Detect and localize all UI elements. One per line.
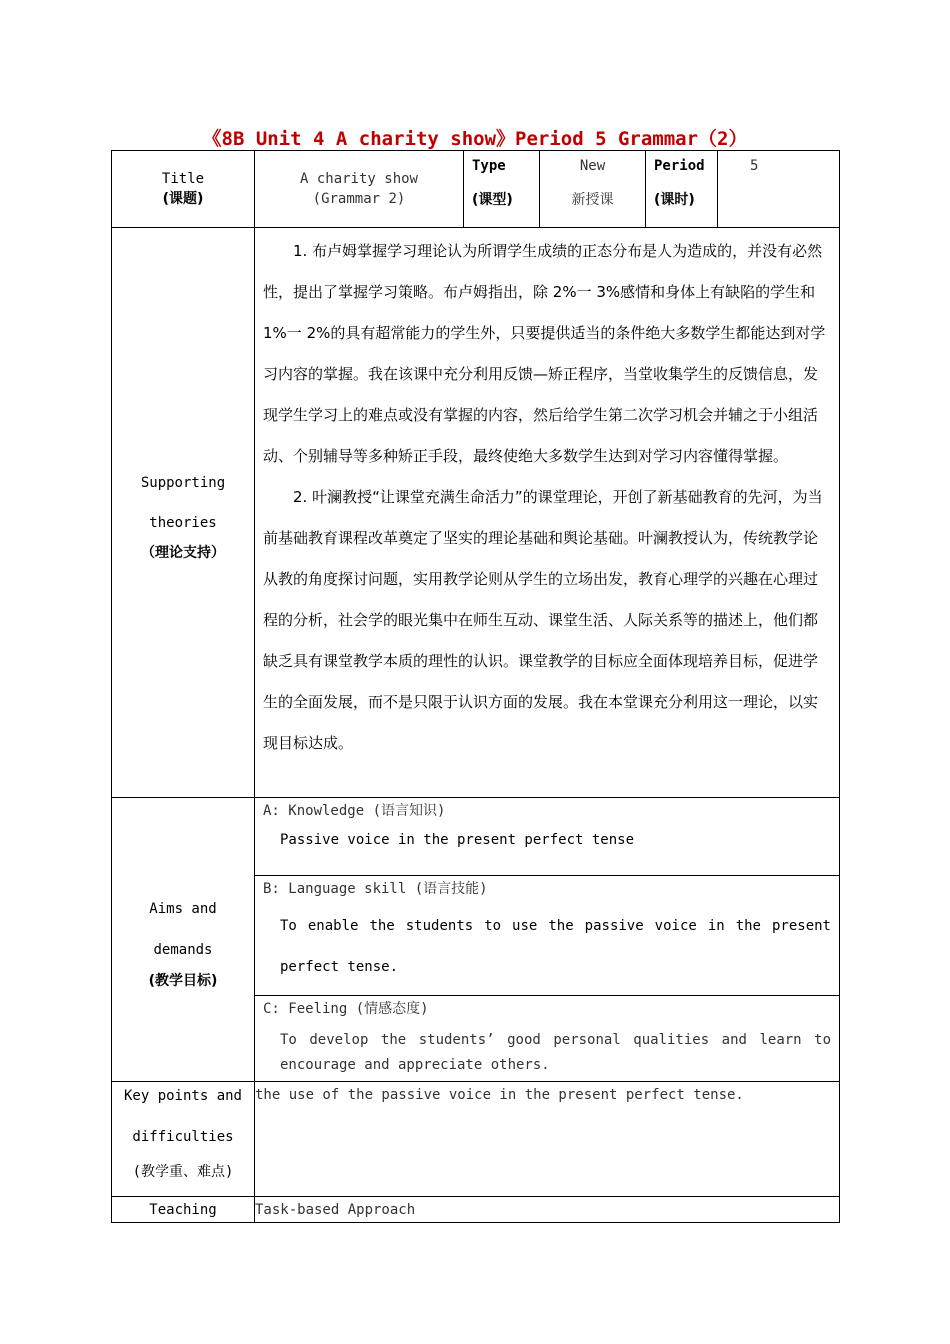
aims-label-line1: Aims and <box>149 900 217 917</box>
lesson-plan-table <box>111 150 840 1223</box>
aims-a-heading: A: Knowledge (语言知识) <box>263 803 446 819</box>
type-label-zh: (课型) <box>472 192 513 208</box>
title-label-cell <box>112 151 255 228</box>
period-label-en: Period <box>654 158 705 174</box>
teaching-label: Teaching <box>149 1201 217 1218</box>
type-value-cell <box>540 151 646 228</box>
aims-b-heading: B: Language skill (语言技能) <box>263 881 488 897</box>
aims-b-body: To enable the students to use the passive voice in the present perfect tense. <box>280 918 831 975</box>
aims-c-cell <box>255 996 840 1082</box>
supporting-label-cell <box>112 228 255 798</box>
teaching-label-cell <box>112 1197 255 1223</box>
teaching-value-cell <box>255 1197 840 1223</box>
title-value-line2: (Grammar 2) <box>312 191 406 207</box>
supporting-content-cell <box>255 228 840 798</box>
type-label-en: Type <box>472 158 506 174</box>
title-value-line1: A charity show <box>299 171 418 187</box>
aims-a-cell <box>255 798 840 876</box>
aims-c-body: To develop the students’ good personal qualities and learn to encourage and appreciate others. <box>280 1032 831 1073</box>
theory-paragraph-2: 2. 叶澜教授“让课堂充满生命活力”的课堂理论，开创了新基础教育的先河，为当前基础教育课程改革奠定了坚实的理论基础和舆论基础。叶澜教授认为，传统教学论从教的角度探讨问题，实用教学论则从学生的立场出发，教育心理学的兴趣在心理过程的分析，社会学的眼光集中在师生互动、课堂生活、人际关系等的描述上，他们都缺乏具有课堂教学本质的理性的认识。课堂教学的目标应全面体现培养目标，促进学生的全面发展，而不是只限于认识方面的发展。我在本堂课充分利用这一理论，以实现目标达成。 <box>263 488 823 752</box>
type-value-line1: New <box>579 158 606 174</box>
document-title: 《8B Unit 4 A charity show》Period 5 Grammar（2） <box>202 128 748 150</box>
teaching-value: Task-based Approach <box>255 1202 416 1218</box>
period-value-cell <box>718 151 840 228</box>
supporting-label-line2: theories <box>149 514 217 531</box>
key-points-label-line1: Key points and <box>123 1088 242 1104</box>
period-label-zh: (课时) <box>654 192 695 208</box>
title-label-zh: (课题) <box>162 191 204 207</box>
aims-label-zh: (教学目标) <box>148 972 218 989</box>
key-points-label-line2: difficulties <box>132 1129 234 1145</box>
header-row <box>112 151 840 228</box>
type-label-cell <box>464 151 540 228</box>
aims-label-line2: demands <box>153 941 213 958</box>
title-label-en: Title <box>161 171 205 187</box>
supporting-row <box>112 228 840 798</box>
key-points-value: the use of the passive voice in the present perfect tense. <box>255 1087 744 1103</box>
aims-label-cell <box>112 798 255 1082</box>
key-points-row <box>112 1082 840 1197</box>
type-value-line2: 新授课 <box>571 192 614 208</box>
aims-b-cell <box>255 876 840 996</box>
aims-row-a <box>112 798 840 876</box>
aims-a-body: Passive voice in the present perfect tense <box>280 832 635 848</box>
supporting-label-zh: （理论支持） <box>141 544 225 561</box>
period-value: 5 <box>750 158 759 174</box>
title-value-cell <box>255 151 464 228</box>
key-points-label-cell <box>112 1082 255 1197</box>
aims-c-heading: C: Feeling (情感态度) <box>263 1001 429 1017</box>
key-points-value-cell <box>255 1082 840 1197</box>
theory-paragraph-1: 1. 布卢姆掌握学习理论认为所谓学生成绩的正态分布是人为造成的，并没有必然性，提出了掌握学习策略。布卢姆指出，除 2%一 3%感情和身体上有缺陷的学生和 1%一 2%的具有超常能力的学生外，只要提供适当的条件绝大多数学生都能达到对学习内容的掌握。我在该课中充分利用反馈—矫正程序，当堂收集学生的反馈信息，发现学生学习上的难点或没有掌握的内容，然后给学生第二次学习机会并辅之于小组活动、个别辅导等多种矫正手段，最终使绝大多数学生达到对学习内容懂得掌握。 <box>263 242 826 465</box>
teaching-row <box>112 1197 840 1223</box>
period-label-cell <box>646 151 718 228</box>
supporting-label-line1: Supporting <box>140 474 226 491</box>
key-points-label-zh: (教学重、难点) <box>132 1164 234 1180</box>
